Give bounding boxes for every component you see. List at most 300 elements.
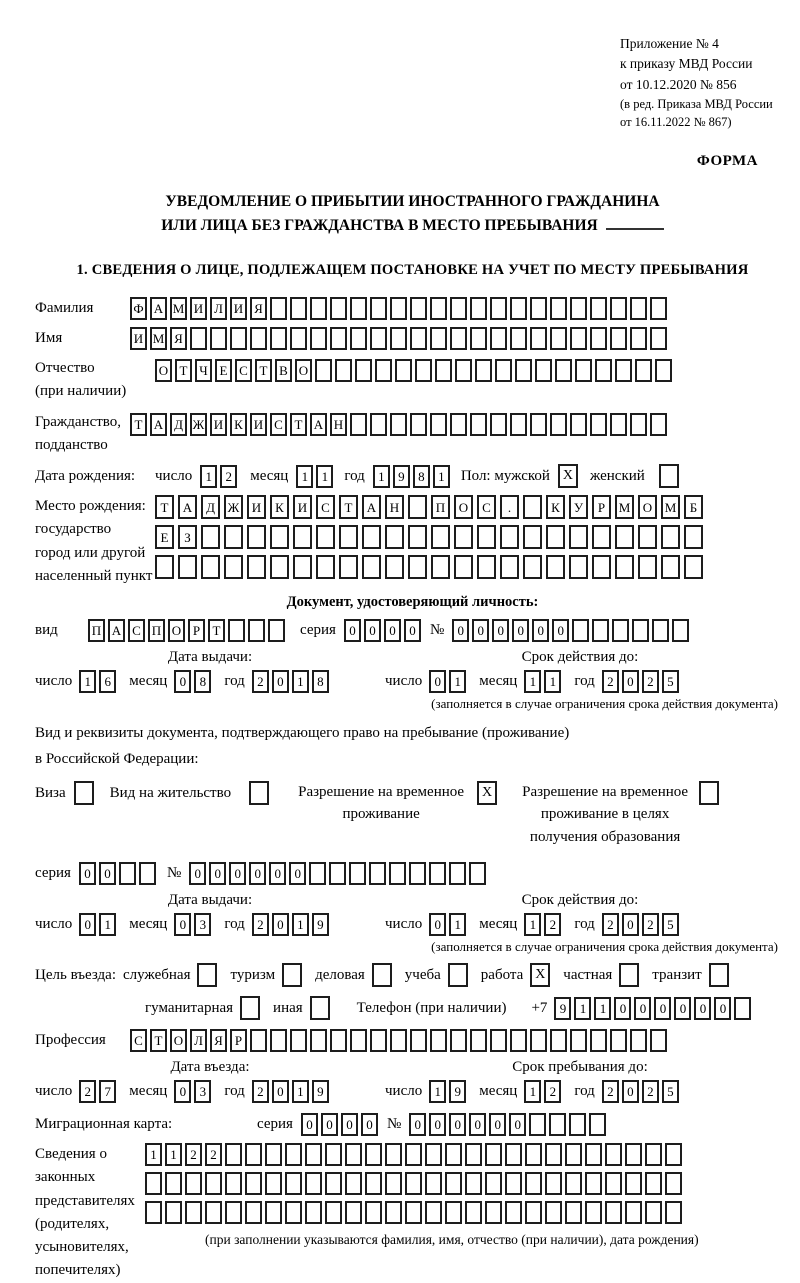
cell[interactable]: О [170, 1029, 187, 1052]
cell[interactable]: 0 [509, 1113, 526, 1136]
cell[interactable]: 2 [205, 1143, 222, 1166]
cell[interactable] [350, 1029, 367, 1052]
cell[interactable] [230, 327, 247, 350]
cell[interactable] [293, 555, 312, 579]
cell[interactable]: 0 [174, 913, 191, 936]
cell[interactable] [590, 1029, 607, 1052]
cell[interactable]: 1 [200, 465, 217, 488]
cell[interactable] [490, 413, 507, 436]
cell[interactable]: 0 [532, 619, 549, 642]
cell[interactable] [431, 525, 450, 549]
cell[interactable] [650, 413, 667, 436]
cell[interactable] [210, 327, 227, 350]
cell[interactable] [370, 327, 387, 350]
cell[interactable] [201, 555, 220, 579]
cell[interactable] [525, 1201, 542, 1224]
cell[interactable] [546, 525, 565, 549]
cell[interactable]: 0 [99, 862, 116, 885]
temp-permit-checkbox[interactable]: X [477, 781, 497, 805]
cell[interactable]: Н [385, 495, 404, 519]
cell[interactable]: Т [208, 619, 225, 642]
cell[interactable]: 0 [79, 862, 96, 885]
cell[interactable] [355, 359, 372, 382]
cell[interactable]: Т [339, 495, 358, 519]
cell[interactable]: 1 [316, 465, 333, 488]
cell[interactable]: Е [155, 525, 174, 549]
cell[interactable] [470, 297, 487, 320]
residence-permit-checkbox[interactable] [249, 781, 269, 805]
cell[interactable]: 0 [79, 913, 96, 936]
cell[interactable] [330, 327, 347, 350]
cell[interactable]: 1 [79, 670, 96, 693]
purpose-иная-checkbox[interactable] [310, 996, 330, 1020]
cell[interactable]: 1 [524, 1080, 541, 1103]
cell[interactable]: А [108, 619, 125, 642]
cell[interactable]: Я [250, 297, 267, 320]
cell[interactable] [477, 555, 496, 579]
cell[interactable] [672, 619, 689, 642]
cell[interactable]: Н [330, 413, 347, 436]
cell[interactable] [405, 1172, 422, 1195]
cell[interactable] [309, 862, 326, 885]
cell[interactable] [630, 327, 647, 350]
cell[interactable] [430, 413, 447, 436]
cell[interactable]: 1 [449, 913, 466, 936]
cell[interactable]: 0 [269, 862, 286, 885]
cell[interactable] [385, 1172, 402, 1195]
cell[interactable] [390, 413, 407, 436]
cell[interactable]: Т [290, 413, 307, 436]
cell[interactable] [612, 619, 629, 642]
cell[interactable] [477, 525, 496, 549]
cell[interactable]: 0 [272, 1080, 289, 1103]
cell[interactable] [339, 525, 358, 549]
cell[interactable] [610, 413, 627, 436]
cell[interactable] [224, 555, 243, 579]
cell[interactable]: Я [170, 327, 187, 350]
cell[interactable] [429, 862, 446, 885]
cell[interactable] [369, 862, 386, 885]
cell[interactable]: Ж [224, 495, 243, 519]
cell[interactable] [485, 1201, 502, 1224]
cell[interactable] [410, 297, 427, 320]
cell[interactable]: Ч [195, 359, 212, 382]
purpose-туризм-checkbox[interactable] [282, 963, 302, 987]
cell[interactable] [570, 297, 587, 320]
cell[interactable]: У [569, 495, 588, 519]
cell[interactable]: Р [230, 1029, 247, 1052]
cell[interactable]: 0 [301, 1113, 318, 1136]
cell[interactable]: 0 [429, 913, 446, 936]
cell[interactable]: С [270, 413, 287, 436]
cell[interactable]: С [235, 359, 252, 382]
gender-male-checkbox[interactable]: X [558, 464, 578, 488]
cell[interactable]: Ж [190, 413, 207, 436]
cell[interactable] [316, 525, 335, 549]
cell[interactable] [523, 525, 542, 549]
cell[interactable]: 0 [622, 670, 639, 693]
cell[interactable]: И [190, 297, 207, 320]
cell[interactable] [165, 1201, 182, 1224]
cell[interactable] [605, 1172, 622, 1195]
cell[interactable] [645, 1172, 662, 1195]
cell[interactable]: А [310, 413, 327, 436]
cell[interactable]: 3 [194, 913, 211, 936]
cell[interactable] [565, 1201, 582, 1224]
cell[interactable] [510, 297, 527, 320]
cell[interactable] [425, 1201, 442, 1224]
cell[interactable] [408, 525, 427, 549]
cell[interactable] [570, 327, 587, 350]
cell[interactable] [638, 525, 657, 549]
cell[interactable]: Т [155, 495, 174, 519]
cell[interactable] [585, 1172, 602, 1195]
cell[interactable] [145, 1172, 162, 1195]
cell[interactable] [645, 1201, 662, 1224]
cell[interactable] [615, 359, 632, 382]
cell[interactable] [268, 619, 285, 642]
cell[interactable]: И [230, 297, 247, 320]
cell[interactable] [345, 1201, 362, 1224]
cell[interactable] [635, 359, 652, 382]
cell[interactable] [595, 359, 612, 382]
cell[interactable]: 0 [472, 619, 489, 642]
cell[interactable]: 3 [194, 1080, 211, 1103]
cell[interactable]: К [270, 495, 289, 519]
cell[interactable]: 2 [602, 1080, 619, 1103]
cell[interactable]: М [170, 297, 187, 320]
cell[interactable]: Л [210, 297, 227, 320]
cell[interactable] [549, 1113, 566, 1136]
cell[interactable] [330, 1029, 347, 1052]
cell[interactable] [395, 359, 412, 382]
cell[interactable]: Р [188, 619, 205, 642]
cell[interactable]: 1 [544, 670, 561, 693]
cell[interactable] [205, 1201, 222, 1224]
cell[interactable]: 0 [341, 1113, 358, 1136]
cell[interactable] [450, 297, 467, 320]
cell[interactable] [155, 555, 174, 579]
cell[interactable]: 0 [384, 619, 401, 642]
cell[interactable] [500, 525, 519, 549]
cell[interactable]: 0 [289, 862, 306, 885]
cell[interactable] [389, 862, 406, 885]
cell[interactable] [650, 1029, 667, 1052]
cell[interactable] [248, 619, 265, 642]
cell[interactable] [590, 297, 607, 320]
cell[interactable] [349, 862, 366, 885]
cell[interactable] [315, 359, 332, 382]
cell[interactable] [425, 1172, 442, 1195]
cell[interactable] [430, 1029, 447, 1052]
cell[interactable] [615, 555, 634, 579]
cell[interactable]: 1 [429, 1080, 446, 1103]
cell[interactable]: 0 [174, 1080, 191, 1103]
cell[interactable] [652, 619, 669, 642]
cell[interactable] [370, 413, 387, 436]
cell[interactable]: 0 [174, 670, 191, 693]
cell[interactable] [245, 1201, 262, 1224]
cell[interactable] [665, 1172, 682, 1195]
cell[interactable] [350, 297, 367, 320]
cell[interactable]: 0 [344, 619, 361, 642]
cell[interactable]: 1 [292, 1080, 309, 1103]
purpose-служебная-checkbox[interactable] [197, 963, 217, 987]
cell[interactable] [545, 1201, 562, 1224]
cell[interactable]: Б [684, 495, 703, 519]
cell[interactable]: С [130, 1029, 147, 1052]
cell[interactable]: 0 [272, 913, 289, 936]
cell[interactable] [490, 1029, 507, 1052]
cell[interactable] [430, 327, 447, 350]
cell[interactable] [525, 1172, 542, 1195]
cell[interactable] [270, 555, 289, 579]
cell[interactable] [325, 1201, 342, 1224]
cell[interactable] [250, 327, 267, 350]
cell[interactable] [410, 413, 427, 436]
cell[interactable]: 2 [544, 913, 561, 936]
cell[interactable] [265, 1201, 282, 1224]
cell[interactable] [310, 297, 327, 320]
cell[interactable]: М [615, 495, 634, 519]
cell[interactable]: 0 [404, 619, 421, 642]
cell[interactable] [546, 555, 565, 579]
cell[interactable] [305, 1201, 322, 1224]
cell[interactable]: И [247, 495, 266, 519]
cell[interactable]: 0 [364, 619, 381, 642]
cell[interactable] [293, 525, 312, 549]
cell[interactable]: 2 [642, 670, 659, 693]
cell[interactable] [178, 555, 197, 579]
cell[interactable] [370, 1029, 387, 1052]
cell[interactable] [390, 1029, 407, 1052]
gender-female-checkbox[interactable] [659, 464, 679, 488]
cell[interactable] [589, 1113, 606, 1136]
cell[interactable]: А [150, 413, 167, 436]
cell[interactable] [185, 1172, 202, 1195]
cell[interactable] [225, 1201, 242, 1224]
cell[interactable] [505, 1201, 522, 1224]
cell[interactable]: 0 [622, 913, 639, 936]
cell[interactable]: 2 [79, 1080, 96, 1103]
cell[interactable] [228, 619, 245, 642]
cell[interactable] [385, 525, 404, 549]
visa-checkbox[interactable] [74, 781, 94, 805]
cell[interactable]: М [661, 495, 680, 519]
cell[interactable] [362, 525, 381, 549]
cell[interactable]: 2 [252, 913, 269, 936]
cell[interactable]: А [362, 495, 381, 519]
cell[interactable] [550, 297, 567, 320]
cell[interactable] [490, 327, 507, 350]
cell[interactable] [325, 1172, 342, 1195]
cell[interactable]: З [178, 525, 197, 549]
cell[interactable]: 0 [452, 619, 469, 642]
cell[interactable] [592, 555, 611, 579]
cell[interactable]: 9 [449, 1080, 466, 1103]
cell[interactable] [415, 359, 432, 382]
cell[interactable] [469, 862, 486, 885]
cell[interactable] [615, 525, 634, 549]
cell[interactable] [185, 1201, 202, 1224]
cell[interactable]: 0 [429, 1113, 446, 1136]
cell[interactable] [535, 359, 552, 382]
cell[interactable] [330, 297, 347, 320]
cell[interactable]: О [168, 619, 185, 642]
cell[interactable] [570, 1029, 587, 1052]
cell[interactable] [475, 359, 492, 382]
cell[interactable] [585, 1201, 602, 1224]
cell[interactable]: К [230, 413, 247, 436]
cell[interactable]: М [150, 327, 167, 350]
cell[interactable]: 9 [554, 997, 571, 1020]
cell[interactable] [290, 327, 307, 350]
cell[interactable] [225, 1172, 242, 1195]
cell[interactable] [390, 327, 407, 350]
cell[interactable] [445, 1201, 462, 1224]
cell[interactable] [530, 1029, 547, 1052]
cell[interactable] [409, 862, 426, 885]
cell[interactable]: С [316, 495, 335, 519]
cell[interactable] [555, 359, 572, 382]
cell[interactable]: Ф [130, 297, 147, 320]
cell[interactable]: О [155, 359, 172, 382]
cell[interactable]: Т [255, 359, 272, 382]
cell[interactable]: 8 [413, 465, 430, 488]
cell[interactable] [139, 862, 156, 885]
cell[interactable] [445, 1172, 462, 1195]
cell[interactable] [270, 327, 287, 350]
cell[interactable]: 1 [574, 997, 591, 1020]
cell[interactable]: 0 [614, 997, 631, 1020]
cell[interactable] [410, 327, 427, 350]
cell[interactable] [345, 1172, 362, 1195]
cell[interactable] [470, 413, 487, 436]
cell[interactable]: 0 [249, 862, 266, 885]
cell[interactable]: 1 [433, 465, 450, 488]
cell[interactable] [365, 1201, 382, 1224]
cell[interactable]: 0 [634, 997, 651, 1020]
cell[interactable] [505, 1172, 522, 1195]
cell[interactable]: Т [150, 1029, 167, 1052]
cell[interactable] [565, 1172, 582, 1195]
cell[interactable] [405, 1201, 422, 1224]
cell[interactable]: С [477, 495, 496, 519]
cell[interactable] [431, 555, 450, 579]
cell[interactable] [310, 327, 327, 350]
cell[interactable] [470, 327, 487, 350]
cell[interactable]: 1 [99, 913, 116, 936]
cell[interactable]: 2 [544, 1080, 561, 1103]
cell[interactable] [350, 413, 367, 436]
cell[interactable] [570, 413, 587, 436]
cell[interactable] [365, 1172, 382, 1195]
cell[interactable]: 0 [209, 862, 226, 885]
cell[interactable]: Д [201, 495, 220, 519]
cell[interactable]: 2 [185, 1143, 202, 1166]
cell[interactable] [590, 327, 607, 350]
cell[interactable] [530, 327, 547, 350]
cell[interactable] [650, 327, 667, 350]
cell[interactable] [375, 359, 392, 382]
cell[interactable]: 9 [312, 1080, 329, 1103]
cell[interactable]: С [128, 619, 145, 642]
cell[interactable] [385, 1201, 402, 1224]
cell[interactable] [485, 1172, 502, 1195]
cell[interactable]: 1 [524, 913, 541, 936]
cell[interactable] [450, 1029, 467, 1052]
cell[interactable] [592, 619, 609, 642]
cell[interactable] [661, 525, 680, 549]
cell[interactable] [655, 359, 672, 382]
cell[interactable]: 5 [662, 1080, 679, 1103]
cell[interactable]: 1 [524, 670, 541, 693]
cell[interactable] [265, 1172, 282, 1195]
cell[interactable] [470, 1029, 487, 1052]
cell[interactable] [316, 555, 335, 579]
cell[interactable] [435, 359, 452, 382]
cell[interactable]: К [546, 495, 565, 519]
cell[interactable] [145, 1201, 162, 1224]
cell[interactable]: Л [190, 1029, 207, 1052]
cell[interactable] [572, 619, 589, 642]
cell[interactable]: 1 [292, 913, 309, 936]
cell[interactable] [569, 1113, 586, 1136]
purpose-работа-checkbox[interactable]: X [530, 963, 550, 987]
cell[interactable] [455, 359, 472, 382]
cell[interactable] [684, 525, 703, 549]
cell[interactable] [510, 327, 527, 350]
cell[interactable]: 1 [449, 670, 466, 693]
cell[interactable] [625, 1172, 642, 1195]
cell[interactable]: И [250, 413, 267, 436]
cell[interactable]: 0 [512, 619, 529, 642]
cell[interactable] [665, 1201, 682, 1224]
cell[interactable]: 2 [252, 1080, 269, 1103]
cell[interactable]: 1 [296, 465, 313, 488]
cell[interactable]: 0 [622, 1080, 639, 1103]
cell[interactable] [454, 525, 473, 549]
cell[interactable] [224, 525, 243, 549]
purpose-транзит-checkbox[interactable] [709, 963, 729, 987]
cell[interactable] [515, 359, 532, 382]
cell[interactable] [329, 862, 346, 885]
cell[interactable] [590, 413, 607, 436]
cell[interactable] [510, 413, 527, 436]
cell[interactable]: 0 [229, 862, 246, 885]
cell[interactable]: 1 [373, 465, 390, 488]
cell[interactable] [510, 1029, 527, 1052]
cell[interactable] [408, 495, 427, 519]
cell[interactable]: 2 [252, 670, 269, 693]
cell[interactable] [201, 525, 220, 549]
cell[interactable]: 2 [642, 1080, 659, 1103]
cell[interactable]: П [88, 619, 105, 642]
cell[interactable]: 0 [429, 670, 446, 693]
cell[interactable] [247, 555, 266, 579]
cell[interactable] [523, 555, 542, 579]
cell[interactable] [350, 327, 367, 350]
cell[interactable]: 0 [489, 1113, 506, 1136]
cell[interactable]: 7 [99, 1080, 116, 1103]
cell[interactable] [245, 1172, 262, 1195]
cell[interactable] [545, 1172, 562, 1195]
cell[interactable]: 0 [694, 997, 711, 1020]
cell[interactable] [119, 862, 136, 885]
cell[interactable] [592, 525, 611, 549]
cell[interactable]: 2 [642, 913, 659, 936]
cell[interactable]: А [178, 495, 197, 519]
